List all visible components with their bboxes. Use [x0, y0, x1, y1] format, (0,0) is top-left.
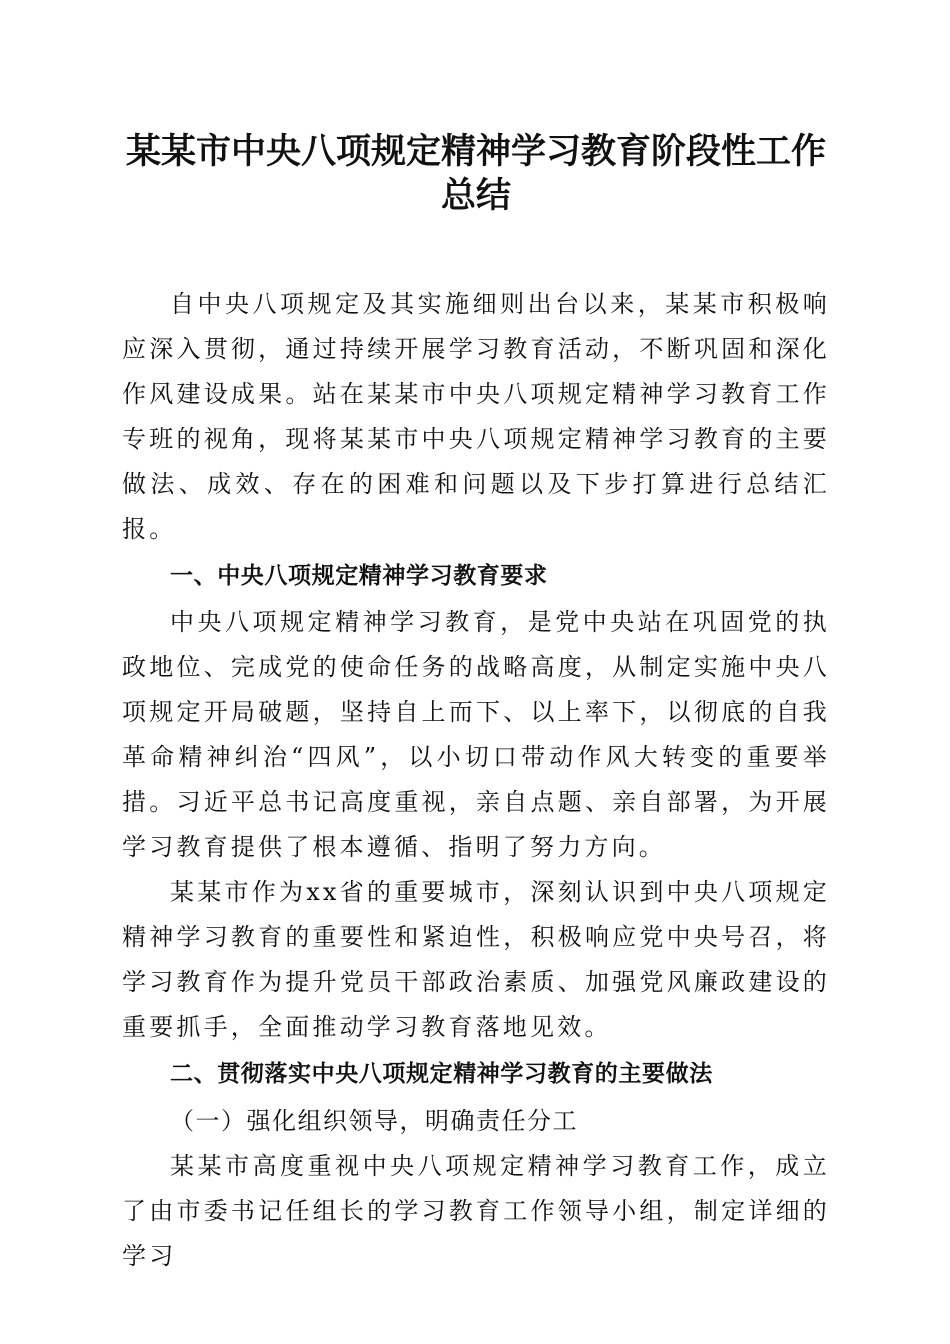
title-line-2: 总结 — [440, 175, 511, 216]
paragraph-organization: 某某市高度重视中央八项规定精神学习教育工作，成立了由市委书记任组长的学习教育工作领导小组，制定详细的学习 — [122, 1152, 830, 1270]
paragraph-city-response: 某某市作为xx省的重要城市，深刻认识到中央八项规定精神学习教育的重要性和紧迫性，积极响应党中央号召，将学习教育作为提升党员干部政治素质、加强党风廉政建设的重要抓手，全面推动学习教育落地见效。 — [122, 878, 830, 1041]
paragraph-requirements: 中央八项规定精神学习教育，是党中央站在巩固党的执政地位、完成党的使命任务的战略高度，从制定实施中央八项规定开局破题，坚持自上而下、以上率下，以彻底的自我革命精神纠治“四风”，以小切口带动作风大转变的重要举措。习近平总书记高度重视，亲自点题、亲自部署，为开展学习教育提供了根本遵循、指明了努力方向。 — [122, 608, 830, 861]
subsection-heading-1: （一）强化组织领导，明确责任分工 — [170, 1107, 578, 1135]
document-body — [122, 282, 830, 1279]
intro-paragraph: 自中央八项规定及其实施细则出台以来，某某市积极响应深入贯彻，通过持续开展学习教育活动，不断巩固和深化作风建设成果。站在某某市中央八项规定精神学习教育工作专班的视角，现将某某市中央八项规定精神学习教育的主要做法、成效、存在的困难和问题以及下步打算进行总结汇报。 — [122, 290, 830, 543]
title-line-1: 某某市中央八项规定精神学习教育阶段性工作 — [125, 131, 826, 172]
document-title — [122, 130, 830, 218]
section-heading-2: 二、贯彻落实中央八项规定精神学习教育的主要做法 — [170, 1061, 713, 1087]
document-page — [122, 130, 830, 1279]
section-heading-1: 一、中央八项规定精神学习教育要求 — [170, 563, 548, 589]
